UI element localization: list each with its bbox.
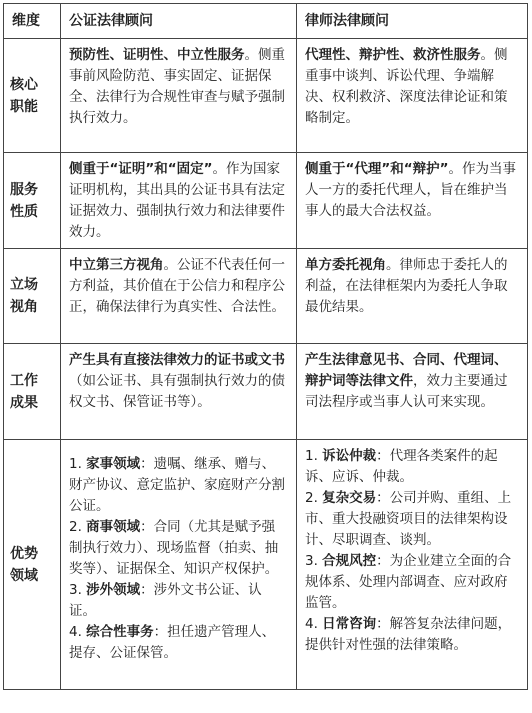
- list-item-title: 合规风控: [322, 553, 377, 569]
- list-item: [69, 454, 288, 517]
- row-label-line2: 视角: [10, 299, 38, 315]
- table-header-row: [4, 4, 528, 39]
- lawyer-cell: [297, 249, 528, 344]
- table-row-core-function: [4, 39, 528, 153]
- notary-cell-bold: 中立第三方视角: [69, 257, 164, 273]
- row-label-line1: 优势: [10, 545, 38, 562]
- row-label: [4, 440, 61, 690]
- list-item: [305, 446, 519, 488]
- list-item: [69, 517, 288, 580]
- list-item-title: 日常咨询: [322, 616, 377, 632]
- notary-cell-text: 。作为国家证明机构，其出具的公证书具有法定证据效力、强制执行效力和法律要件效力。: [69, 161, 285, 240]
- lawyer-cell-text: ，效力主要通过司法程序或当事人认可来实现。: [305, 373, 508, 410]
- list-item: [69, 622, 288, 664]
- notary-cell-bold: 侧重于“证明”和“固定”: [69, 161, 213, 177]
- notary-cell: [61, 344, 297, 440]
- list-item-title: 家事领域: [86, 456, 141, 472]
- list-item-text: ：解答复杂法律问题，提供针对性强的法律策略。: [305, 616, 512, 653]
- row-label-line2: 职能: [10, 98, 38, 115]
- header-lawyer-counsel: 律师法律顾问: [297, 4, 528, 39]
- list-item-text: ：遗嘱、继承、赠与、财产协议、意定监护、家庭财产分割公证。: [69, 456, 285, 514]
- header-dimension: 维度: [4, 4, 61, 39]
- lawyer-cell-text: 。侧重事中谈判、诉讼代理、争端解决、权利救济、深度法律论证和策略制定。: [305, 47, 508, 126]
- notary-cell: [61, 39, 297, 153]
- list-item-title: 综合性事务: [86, 624, 154, 640]
- list-item: [305, 614, 519, 656]
- row-label: [4, 153, 61, 249]
- comparison-table: [3, 3, 528, 690]
- list-number: 2.: [305, 490, 323, 506]
- list-item-text: ：担任遗产管理人、提存、公证保管。: [69, 624, 276, 661]
- list-number: 3.: [69, 582, 87, 598]
- list-number: 1.: [305, 448, 323, 464]
- list-number: 2.: [69, 519, 87, 535]
- lawyer-cell: [297, 153, 528, 249]
- row-label-line2: 成果: [10, 394, 38, 411]
- notary-cell-text: 。公证不代表任何一方利益，其价值在于公信力和程序公正，确保法律行为真实性、合法性。: [69, 257, 285, 315]
- lawyer-cell-text: 。作为当事人一方的委托代理人，旨在维护当事人的最大合法权益。: [305, 161, 516, 219]
- row-label: [4, 344, 61, 440]
- header-notary-counsel: 公证法律顾问: [61, 4, 297, 39]
- row-label-line2: 领域: [10, 567, 38, 584]
- lawyer-cell-bold: 产生法律意见书、合同、代理词、辩护词等法律文件: [305, 352, 508, 389]
- list-item-text: ：代理各类案件的起诉、应诉、仲裁。: [305, 448, 498, 485]
- list-item-title: 商事领域: [86, 519, 141, 535]
- row-label: [4, 39, 61, 153]
- notary-cell-text: （如公证书、具有强制执行效力的债权文书、保管证书等）。: [69, 373, 285, 410]
- lawyer-cell-bold: 侧重于“代理”和“辩护”: [305, 161, 449, 177]
- list-item-title: 诉讼仲裁: [322, 448, 377, 464]
- list-number: 4.: [305, 616, 323, 632]
- table-row-service-nature: [4, 153, 528, 249]
- lawyer-cell: [297, 39, 528, 153]
- table-row-work-output: [4, 344, 528, 440]
- list-item-title: 复杂交易: [322, 490, 377, 506]
- list-item-text: ：合同（尤其是赋予强制执行效力）、现场监督（拍卖、抽奖等）、证据保全、知识产权保护。: [69, 519, 279, 577]
- row-label: [4, 249, 61, 344]
- list-item-text: ：涉外文书公证、认证。: [69, 582, 262, 619]
- row-label-line2: 性质: [10, 203, 38, 220]
- lawyer-cell: [297, 344, 528, 440]
- list-item-text: ：公司并购、重组、上市、重大投融资项目的法律架构设计、尽职调查、谈判。: [305, 490, 512, 548]
- list-number: 1.: [69, 456, 87, 472]
- row-label-line1: 服务: [10, 181, 38, 198]
- lawyer-cell-text: 。律师忠于委托人的利益，在法律框架内为委托人争取最优结果。: [305, 257, 508, 315]
- lawyer-cell-bold: 代理性、辩护性、救济性服务: [305, 47, 481, 63]
- notary-advantage-list: [61, 440, 297, 690]
- notary-cell-text: 。侧重事前风险防范、事实固定、证据保全、法律行为合规性审查与赋予强制执行效力。: [69, 47, 285, 126]
- notary-cell: [61, 249, 297, 344]
- notary-cell: [61, 153, 297, 249]
- lawyer-advantage-list: [297, 440, 528, 690]
- list-item: [305, 488, 519, 551]
- notary-cell-bold: 预防性、证明性、中立性服务: [69, 47, 245, 63]
- list-item-text: ：为企业建立全面的合规体系、处理内部调查、应对政府监管。: [305, 553, 512, 611]
- row-label-line1: 核心: [10, 76, 38, 93]
- notary-cell-bold: 产生具有直接法律效力的证书或文书: [69, 352, 285, 368]
- table-row-stance: [4, 249, 528, 344]
- row-label-line1: 立场: [10, 277, 38, 293]
- list-item: [69, 580, 288, 622]
- lawyer-cell-bold: 单方委托视角: [305, 257, 386, 273]
- list-number: 4.: [69, 624, 87, 640]
- list-item-title: 涉外领域: [86, 582, 141, 598]
- list-number: 3.: [305, 553, 323, 569]
- row-label-line1: 工作: [10, 372, 38, 389]
- list-item: [305, 551, 519, 614]
- table-row-advantage-areas: [4, 440, 528, 690]
